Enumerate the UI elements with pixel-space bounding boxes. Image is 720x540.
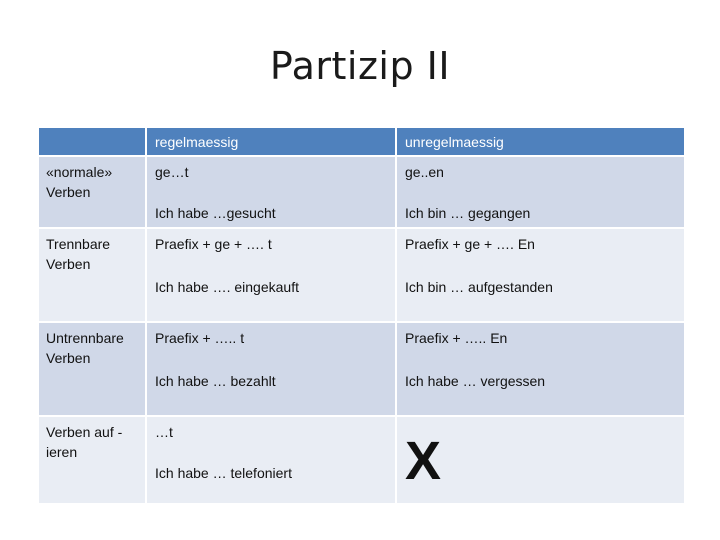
irregular-example: Ich bin … aufgestanden [405, 279, 553, 295]
irregular-example: Ich bin … gegangen [405, 205, 531, 221]
regular-cell [146, 416, 396, 504]
irregular-cell [396, 228, 685, 322]
header-cell-regular [146, 127, 396, 156]
table-row [38, 416, 685, 504]
row-label-cell [38, 228, 146, 322]
not-applicable-mark: X [405, 431, 442, 491]
table-row [38, 156, 685, 228]
row-label: Verben auf -ieren [46, 424, 123, 460]
regular-cell [146, 228, 396, 322]
irregular-cell [396, 416, 685, 504]
irregular-rule: ge..en [405, 164, 444, 180]
table-row [38, 228, 685, 322]
regular-example: Ich habe … bezahlt [155, 373, 276, 389]
row-label-cell [38, 156, 146, 228]
regular-example: Ich habe …gesucht [155, 205, 276, 221]
regular-rule: …t [155, 424, 173, 440]
header-cell-irregular [396, 127, 685, 156]
row-label: «normale» Verben [46, 164, 113, 200]
header-cell-empty [38, 127, 146, 156]
irregular-rule: Praefix + ….. En [405, 330, 508, 346]
irregular-rule: Praefix + ge + …. En [405, 236, 535, 252]
row-label-cell [38, 322, 146, 416]
table-header-row [38, 127, 685, 156]
table-row [38, 322, 685, 416]
irregular-example: Ich habe … vergessen [405, 373, 546, 389]
regular-cell [146, 156, 396, 228]
regular-rule: Praefix + ge + …. t [155, 236, 272, 252]
regular-example: Ich habe … telefoniert [155, 465, 292, 481]
regular-rule: Praefix + ….. t [155, 330, 245, 346]
header-irregular-label: unregelmaessig [405, 134, 504, 150]
header-regular-label: regelmaessig [155, 134, 239, 150]
slide-title: Partizip II [269, 44, 451, 88]
irregular-cell [396, 322, 685, 416]
row-label: Untrennbare Verben [46, 330, 124, 366]
partizip-table [37, 126, 686, 505]
regular-example: Ich habe …. eingekauft [155, 279, 299, 295]
regular-cell [146, 322, 396, 416]
regular-rule: ge…t [155, 164, 189, 180]
irregular-cell [396, 156, 685, 228]
row-label-cell [38, 416, 146, 504]
row-label: Trennbare Verben [46, 236, 111, 272]
